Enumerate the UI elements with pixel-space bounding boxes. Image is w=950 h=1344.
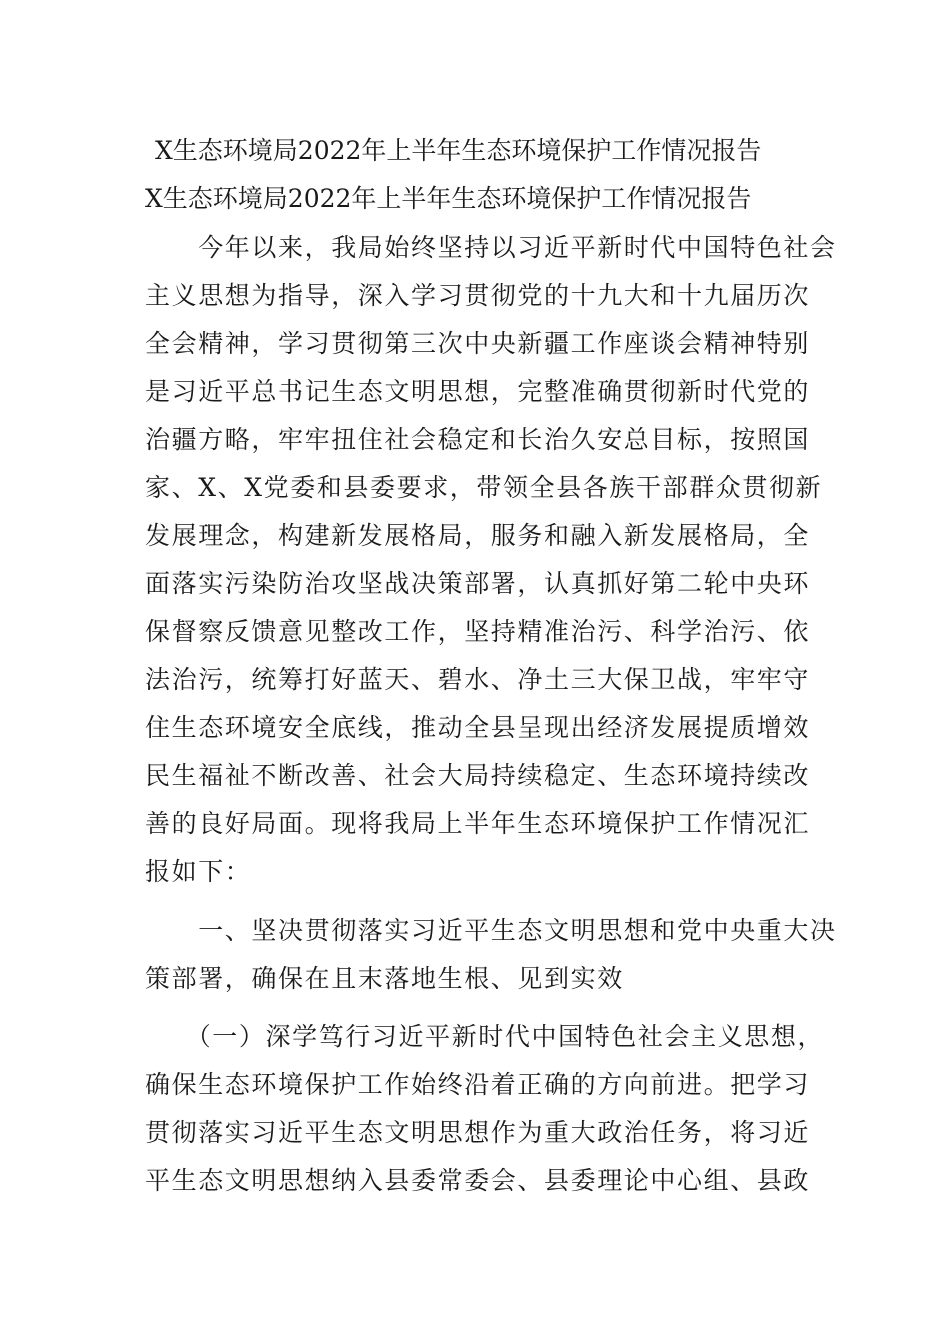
body-line: 是习近平总书记生态文明思想，完整准确贯彻新时代党的 [145,377,811,406]
body-line: 贯彻落实习近平生态文明思想作为重大政治任务，将习近 [145,1118,811,1147]
document-subtitle: X生态环境局2022年上半年生态环境保护工作情况报告 [145,184,752,213]
body-line: 民生福祉不断改善、社会大局持续稳定、生态环境持续改 [145,761,811,790]
document-title: X生态环境局2022年上半年生态环境保护工作情况报告 [155,136,762,165]
body-line: 主义思想为指导，深入学习贯彻党的十九大和十九届历次 [145,281,811,310]
body-line: 治疆方略，牢牢扭住社会稳定和长治久安总目标，按照国 [145,425,811,454]
body-line: 报如下： [145,857,252,886]
section-heading: 策部署，确保在且末落地生根、见到实效 [145,964,624,993]
body-line: 住生态环境安全底线，推动全县呈现出经济发展提质增效 [145,713,811,742]
body-line: 法治污，统筹打好蓝天、碧水、净土三大保卫战，牢牢守 [145,665,811,694]
subsection-heading: （一）深学笃行习近平新时代中国特色社会主义思想， [145,1022,825,1051]
body-line: 今年以来，我局始终坚持以习近平新时代中国特色社会 [145,233,837,262]
body-line: 家、X、X党委和县委要求，带领全县各族干部群众贯彻新 [145,473,823,502]
body-line: 保督察反馈意见整改工作，坚持精准治污、科学治污、依 [145,617,811,646]
body-line: 善的良好局面。现将我局上半年生态环境保护工作情况汇 [145,809,811,838]
body-line: 发展理念，构建新发展格局，服务和融入新发展格局，全 [145,521,811,550]
body-line: 平生态文明思想纳入县委常委会、县委理论中心组、县政 [145,1166,811,1195]
body-line: 全会精神，学习贯彻第三次中央新疆工作座谈会精神特别 [145,329,811,358]
section-heading: 一、坚决贯彻落实习近平生态文明思想和党中央重大决 [145,916,837,945]
body-line: 面落实污染防治攻坚战决策部署，认真抓好第二轮中央环 [145,569,811,598]
body-line: 确保生态环境保护工作始终沿着正确的方向前进。把学习 [145,1070,811,1099]
